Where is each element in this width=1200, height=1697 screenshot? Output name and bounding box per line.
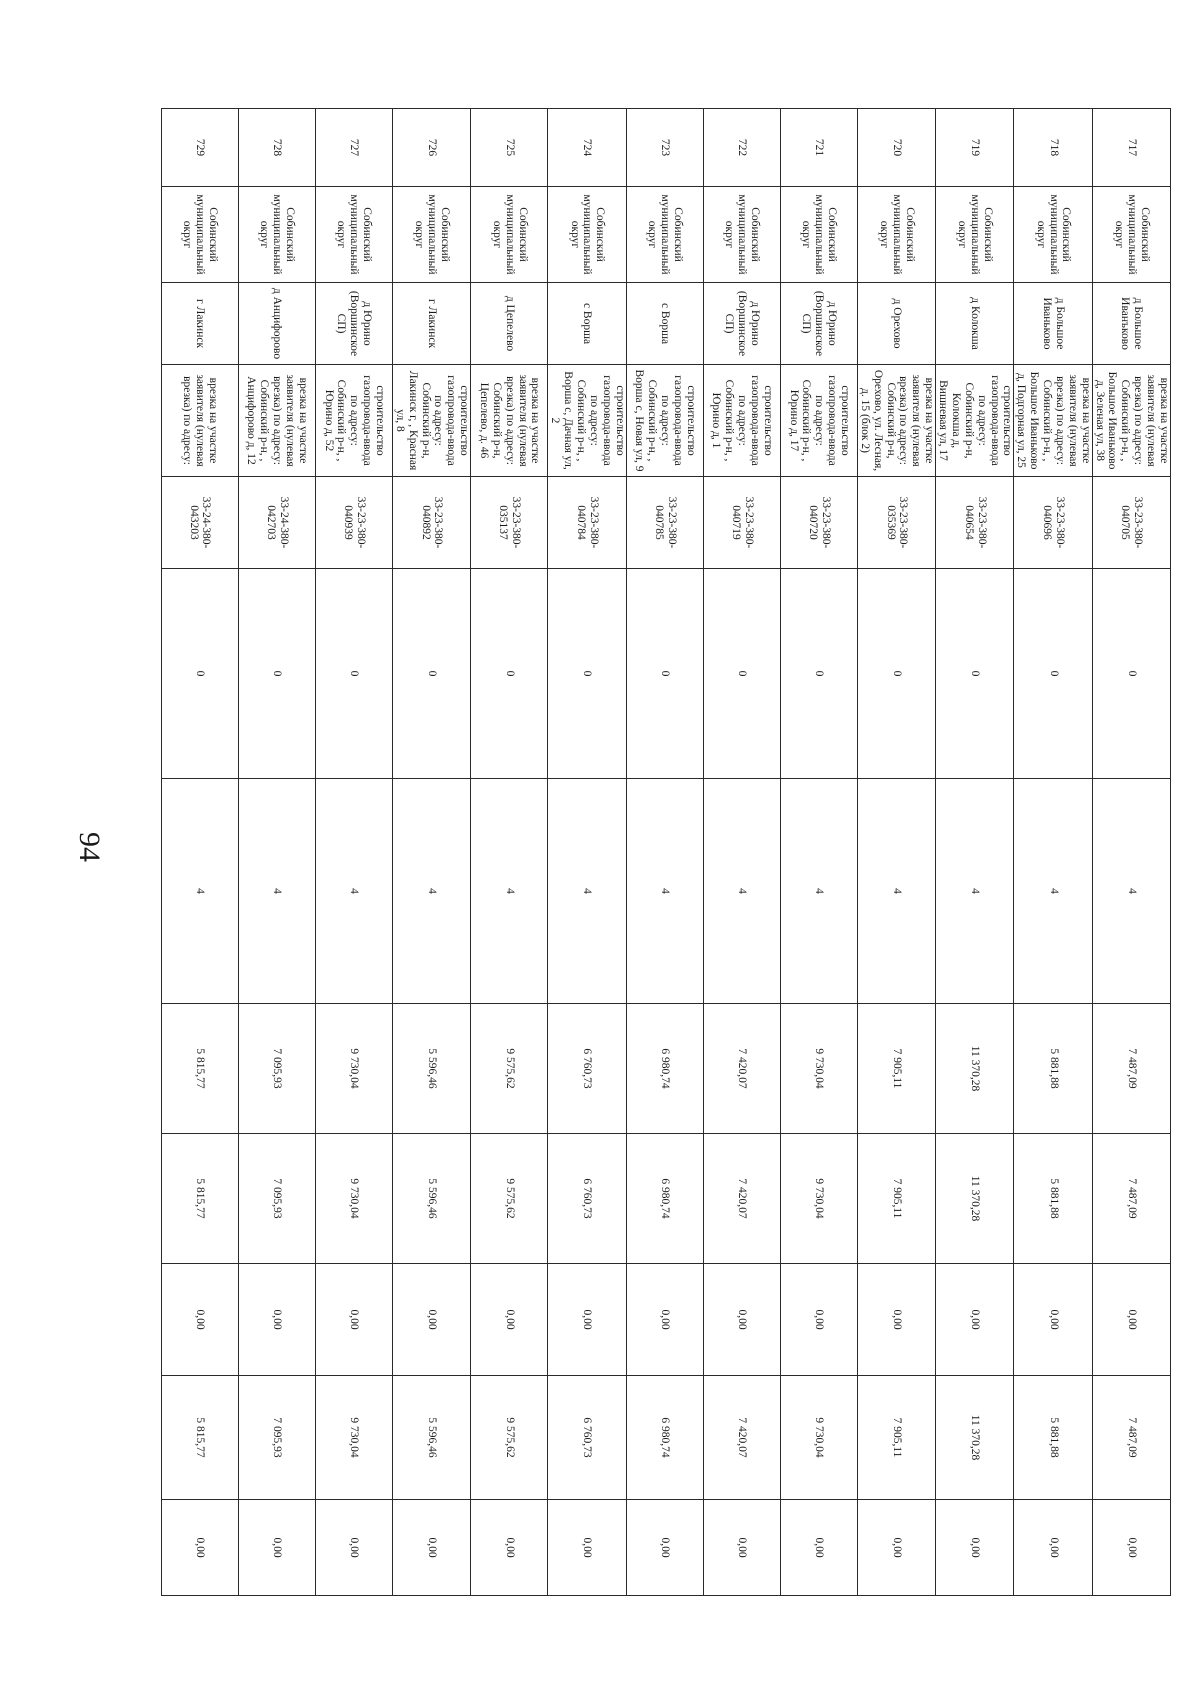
row-number-cell: 728 — [238, 109, 315, 187]
amount-cell-1: 6 760,73 — [548, 1004, 626, 1134]
category-cell: 4 — [392, 779, 470, 1004]
application-code-cell: 33-24-380-043203 — [161, 477, 238, 569]
application-code-cell: 33-23-380-040939 — [315, 477, 392, 569]
amount-cell-4: 7 487,09 — [1092, 1376, 1170, 1500]
row-number-cell: 727 — [315, 109, 392, 187]
table-row — [703, 109, 780, 1596]
amount-cell-5: 0,00 — [315, 1500, 392, 1596]
zero-value-cell: 0 — [471, 569, 548, 779]
application-code-cell: 33-23-380-040719 — [703, 477, 780, 569]
amount-cell-3: 0,00 — [858, 1264, 936, 1376]
amount-cell-3: 0,00 — [780, 1264, 857, 1376]
amount-cell-4: 7 095,93 — [238, 1376, 315, 1500]
description-cell: строительство газопровода-ввода по адресу: Собинский р-н, , Юрино д, 17 — [780, 365, 857, 477]
amount-cell-2: 5 815,77 — [161, 1134, 238, 1264]
district-cell: Собинский муниципальный округ — [858, 187, 936, 283]
amount-cell-2: 5 596,46 — [392, 1134, 470, 1264]
table-row — [471, 109, 548, 1596]
amount-cell-4: 5 881,88 — [1014, 1376, 1092, 1500]
zero-value-cell: 0 — [238, 569, 315, 779]
amount-cell-4: 9 730,04 — [315, 1376, 392, 1500]
settlement-cell: д Большое Иваньково — [1014, 283, 1092, 365]
table-row — [392, 109, 470, 1596]
amount-cell-3: 0,00 — [1014, 1264, 1092, 1376]
amount-cell-5: 0,00 — [1092, 1500, 1170, 1596]
amount-cell-5: 0,00 — [548, 1500, 626, 1596]
amount-cell-2: 7 905,11 — [858, 1134, 936, 1264]
amount-cell-1: 7 487,09 — [1092, 1004, 1170, 1134]
rotated-table-sheet — [168, 108, 1171, 1595]
amount-cell-5: 0,00 — [858, 1500, 936, 1596]
amount-cell-1: 5 596,46 — [392, 1004, 470, 1134]
row-number-cell: 723 — [626, 109, 703, 187]
table-row — [1014, 109, 1092, 1596]
district-cell: Собинский муниципальный округ — [626, 187, 703, 283]
amount-cell-1: 7 420,07 — [703, 1004, 780, 1134]
amount-cell-5: 0,00 — [392, 1500, 470, 1596]
amount-cell-5: 0,00 — [936, 1500, 1014, 1596]
application-code-cell: 33-23-380-035369 — [858, 477, 936, 569]
row-number-cell: 720 — [858, 109, 936, 187]
table-row — [238, 109, 315, 1596]
district-cell: Собинский муниципальный округ — [936, 187, 1014, 283]
amount-cell-1: 9 730,04 — [315, 1004, 392, 1134]
page-number: 94 — [73, 832, 106, 862]
amount-cell-3: 0,00 — [626, 1264, 703, 1376]
settlement-cell: д Анцифорово — [238, 283, 315, 365]
category-cell: 4 — [238, 779, 315, 1004]
settlement-cell: д Юрино (Воршинское СП) — [703, 283, 780, 365]
zero-value-cell: 0 — [548, 569, 626, 779]
amount-cell-5: 0,00 — [780, 1500, 857, 1596]
amount-cell-1: 7 095,93 — [238, 1004, 315, 1134]
description-cell: строительство газопровода-ввода по адресу: Собинский р-н, , Ворша с, Дачная ул, 2 — [548, 365, 626, 477]
zero-value-cell: 0 — [780, 569, 857, 779]
amount-cell-2: 11 370,28 — [936, 1134, 1014, 1264]
description-cell: строительство газопровода-ввода по адресу: Собинский р-н, Колокша д, Вишневая ул, 17 — [936, 365, 1014, 477]
application-code-cell: 33-23-380-035137 — [471, 477, 548, 569]
description-cell: врезка на участке заявителя (нулевая врезка) по адресу: Собинский р-н, , Большое Иваньково д, Зеленая ул, 38 — [1092, 365, 1170, 477]
table-row — [161, 109, 238, 1596]
table-rotation-wrapper — [168, 108, 1171, 1595]
row-number-cell: 721 — [780, 109, 857, 187]
amount-cell-1: 11 370,28 — [936, 1004, 1014, 1134]
row-number-cell: 729 — [161, 109, 238, 187]
settlement-cell: с Ворша — [548, 283, 626, 365]
settlement-cell: с Ворша — [626, 283, 703, 365]
district-cell: Собинский муниципальный округ — [703, 187, 780, 283]
settlement-cell: д Юрино (Воршинское СП) — [315, 283, 392, 365]
settlement-cell: г Лакинск — [161, 283, 238, 365]
table-row — [780, 109, 857, 1596]
amount-cell-3: 0,00 — [703, 1264, 780, 1376]
table-row — [858, 109, 936, 1596]
row-number-cell: 719 — [936, 109, 1014, 187]
settlement-cell: д Орехово — [858, 283, 936, 365]
amount-cell-3: 0,00 — [315, 1264, 392, 1376]
row-number-cell: 724 — [548, 109, 626, 187]
amount-cell-2: 7 487,09 — [1092, 1134, 1170, 1264]
amount-cell-4: 5 815,77 — [161, 1376, 238, 1500]
application-code-cell: 33-23-380-040784 — [548, 477, 626, 569]
category-cell: 4 — [548, 779, 626, 1004]
amount-cell-1: 6 980,74 — [626, 1004, 703, 1134]
category-cell: 4 — [780, 779, 857, 1004]
district-cell: Собинский муниципальный округ — [780, 187, 857, 283]
amount-cell-5: 0,00 — [1014, 1500, 1092, 1596]
amount-cell-2: 9 575,62 — [471, 1134, 548, 1264]
amount-cell-3: 0,00 — [548, 1264, 626, 1376]
amount-cell-1: 9 575,62 — [471, 1004, 548, 1134]
table-row — [936, 109, 1014, 1596]
settlement-cell: г Лакинск — [392, 283, 470, 365]
amount-cell-4: 5 596,46 — [392, 1376, 470, 1500]
row-number-cell: 725 — [471, 109, 548, 187]
description-cell: строительство газопровода-ввода по адресу: Собинский р-н, , Юрино д, 1 — [703, 365, 780, 477]
zero-value-cell: 0 — [626, 569, 703, 779]
amount-cell-2: 5 881,88 — [1014, 1134, 1092, 1264]
category-cell: 4 — [471, 779, 548, 1004]
amount-cell-5: 0,00 — [471, 1500, 548, 1596]
row-number-cell: 722 — [703, 109, 780, 187]
row-number-cell: 726 — [392, 109, 470, 187]
application-code-cell: 33-23-380-040696 — [1014, 477, 1092, 569]
amount-cell-5: 0,00 — [238, 1500, 315, 1596]
amount-cell-1: 5 881,88 — [1014, 1004, 1092, 1134]
description-cell: врезка на участке заявителя (нулевая врезка) по адресу: Собинский р-н, , Большое Иваньково д, Подгорная ул, 25 — [1014, 365, 1092, 477]
district-cell: Собинский муниципальный округ — [1014, 187, 1092, 283]
table-body — [161, 109, 1170, 1596]
category-cell: 4 — [936, 779, 1014, 1004]
amount-cell-2: 9 730,04 — [315, 1134, 392, 1264]
description-cell: строительство газопровода-ввода по адресу: Собинский р-н, Лакинск г, , Красная ул, 8 — [392, 365, 470, 477]
zero-value-cell: 0 — [703, 569, 780, 779]
amount-cell-1: 5 815,77 — [161, 1004, 238, 1134]
amount-cell-2: 7 095,93 — [238, 1134, 315, 1264]
settlement-cell: д Юрино (Воршинское СП) — [780, 283, 857, 365]
amount-cell-5: 0,00 — [703, 1500, 780, 1596]
application-code-cell: 33-23-380-040720 — [780, 477, 857, 569]
application-code-cell: 33-23-380-040785 — [626, 477, 703, 569]
district-cell: Собинский муниципальный округ — [238, 187, 315, 283]
amount-cell-2: 9 730,04 — [780, 1134, 857, 1264]
description-cell: врезка на участке заявителя (нулевая врезка) по адресу: — [161, 365, 238, 477]
district-cell: Собинский муниципальный округ — [315, 187, 392, 283]
amount-cell-4: 9 730,04 — [780, 1376, 857, 1500]
amount-cell-5: 0,00 — [161, 1500, 238, 1596]
description-cell: врезка на участке заявителя (нулевая врезка) по адресу: Собинский р-н, , Анцифорово д, 12 — [238, 365, 315, 477]
district-cell: Собинский муниципальный округ — [471, 187, 548, 283]
amount-cell-1: 9 730,04 — [780, 1004, 857, 1134]
data-table — [161, 108, 1171, 1596]
amount-cell-3: 0,00 — [936, 1264, 1014, 1376]
category-cell: 4 — [1092, 779, 1170, 1004]
application-code-cell: 33-24-380-042703 — [238, 477, 315, 569]
table-row — [1092, 109, 1170, 1596]
district-cell: Собинский муниципальный округ — [392, 187, 470, 283]
application-code-cell: 33-23-380-040705 — [1092, 477, 1170, 569]
amount-cell-4: 6 760,73 — [548, 1376, 626, 1500]
zero-value-cell: 0 — [858, 569, 936, 779]
category-cell: 4 — [315, 779, 392, 1004]
amount-cell-3: 0,00 — [471, 1264, 548, 1376]
table-row — [626, 109, 703, 1596]
category-cell: 4 — [626, 779, 703, 1004]
settlement-cell: д Большое Иванъково — [1092, 283, 1170, 365]
table-row — [548, 109, 626, 1596]
category-cell: 4 — [703, 779, 780, 1004]
zero-value-cell: 0 — [1014, 569, 1092, 779]
settlement-cell: д Колокша — [936, 283, 1014, 365]
amount-cell-3: 0,00 — [1092, 1264, 1170, 1376]
amount-cell-4: 7 905,11 — [858, 1376, 936, 1500]
zero-value-cell: 0 — [161, 569, 238, 779]
description-cell: врезка на участке заявителя (нулевая врезка) по адресу: Собинский р-н, Орехово, ул. Лесная, д. 15 (блок 2) — [858, 365, 936, 477]
amount-cell-4: 9 575,62 — [471, 1376, 548, 1500]
category-cell: 4 — [858, 779, 936, 1004]
amount-cell-3: 0,00 — [392, 1264, 470, 1376]
description-cell: строительство газопровода-ввода по адресу: Собинский р-н, , Ворша с, Новая ул, 9 — [626, 365, 703, 477]
amount-cell-1: 7 905,11 — [858, 1004, 936, 1134]
zero-value-cell: 0 — [392, 569, 470, 779]
amount-cell-4: 7 420,07 — [703, 1376, 780, 1500]
settlement-cell: д Цепелево — [471, 283, 548, 365]
amount-cell-3: 0,00 — [161, 1264, 238, 1376]
description-cell: врезка на участке заявителя (нулевая врезка) по адресу: Собинский р-н, Цепелево, д. 46 — [471, 365, 548, 477]
zero-value-cell: 0 — [1092, 569, 1170, 779]
amount-cell-2: 6 980,74 — [626, 1134, 703, 1264]
zero-value-cell: 0 — [936, 569, 1014, 779]
amount-cell-5: 0,00 — [626, 1500, 703, 1596]
application-code-cell: 33-23-380-040654 — [936, 477, 1014, 569]
description-cell: строительство газопровода-ввода по адресу: Собинский р-н, , Юрино д, 52 — [315, 365, 392, 477]
category-cell: 4 — [161, 779, 238, 1004]
application-code-cell: 33-23-380-040892 — [392, 477, 470, 569]
category-cell: 4 — [1014, 779, 1092, 1004]
district-cell: Собинский муниципальный округ — [1092, 187, 1170, 283]
amount-cell-3: 0,00 — [238, 1264, 315, 1376]
amount-cell-2: 7 420,07 — [703, 1134, 780, 1264]
zero-value-cell: 0 — [315, 569, 392, 779]
district-cell: Собинский муниципальный округ — [161, 187, 238, 283]
amount-cell-4: 11 370,28 — [936, 1376, 1014, 1500]
table-row — [315, 109, 392, 1596]
amount-cell-4: 6 980,74 — [626, 1376, 703, 1500]
row-number-cell: 718 — [1014, 109, 1092, 187]
amount-cell-2: 6 760,73 — [548, 1134, 626, 1264]
row-number-cell: 717 — [1092, 109, 1170, 187]
district-cell: Собинский муниципальный округ — [548, 187, 626, 283]
